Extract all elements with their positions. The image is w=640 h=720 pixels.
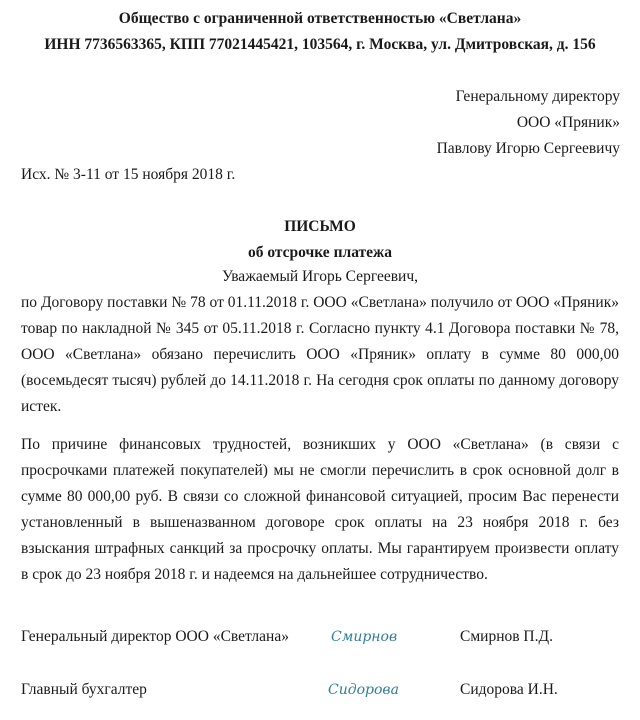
body-paragraph-1: по Договору поставки № 78 от 01.11.2018 г. ООО «Светлана» получило от ООО «Пряник» товар по накладной № 345 от 05.11.2018 г. Согласно пункту 4.1 Договора поставки № 78, ООО «Светлана» обязано перечислить ООО «Пряник» оплату в сумме 80 000,00 (восемьдесят тысяч) рублей до 14.11.2018 г. На сегодня срок оплаты по данному договору истек. (21, 294, 619, 415)
handwritten-signature-director: Смирнов (331, 629, 398, 645)
signatory-name-accountant: Сидорова И.Н. (460, 681, 558, 698)
letter-subject: об отсрочке платежа (247, 244, 393, 261)
addressee-company: ООО «Пряник» (516, 114, 620, 131)
handwritten-signature-accountant: Сидорова (328, 682, 399, 698)
body-paragraph-2: По причине финансовых трудностей, возникших у ООО «Светлана» (в связи с просрочками платежей покупателей) мы не смогли перечислить в срок основной долг в сумме 80 000,00 руб. В связи со сложной финансовой ситуацией, просим Вас перенести установленный в вышеназванном договоре срок оплаты на 23 ноября 2018 г. без взыскания штрафных санкций за просрочку оплаты. Мы гарантируем произвести оплату в срок до 23 ноября 2018 г. и надеемся на дальнейшее сотрудничество. (21, 436, 619, 583)
outgoing-reference: Исх. № 3-11 от 15 ноября 2018 г. (21, 166, 236, 183)
addressee-name: Павлову Игорю Сергеевичу (436, 140, 620, 157)
signatory-role-accountant: Главный бухгалтер (21, 681, 147, 698)
salutation: Уважаемый Игорь Сергеевич, (221, 268, 419, 285)
company-requisites: ИНН 7736563365, КПП 77021445421, 103564, г. Москва, ул. Дмитровская, д. 156 (44, 36, 596, 53)
signatory-role-director: Генеральный директор ООО «Светлана» (21, 628, 289, 645)
signatory-name-director: Смирнов П.Д. (460, 628, 553, 645)
addressee-position: Генеральному директору (455, 88, 620, 105)
letter-title: ПИСЬМО (284, 218, 356, 235)
company-name: Общество с ограниченной ответственностью «Светлана» (118, 10, 522, 27)
